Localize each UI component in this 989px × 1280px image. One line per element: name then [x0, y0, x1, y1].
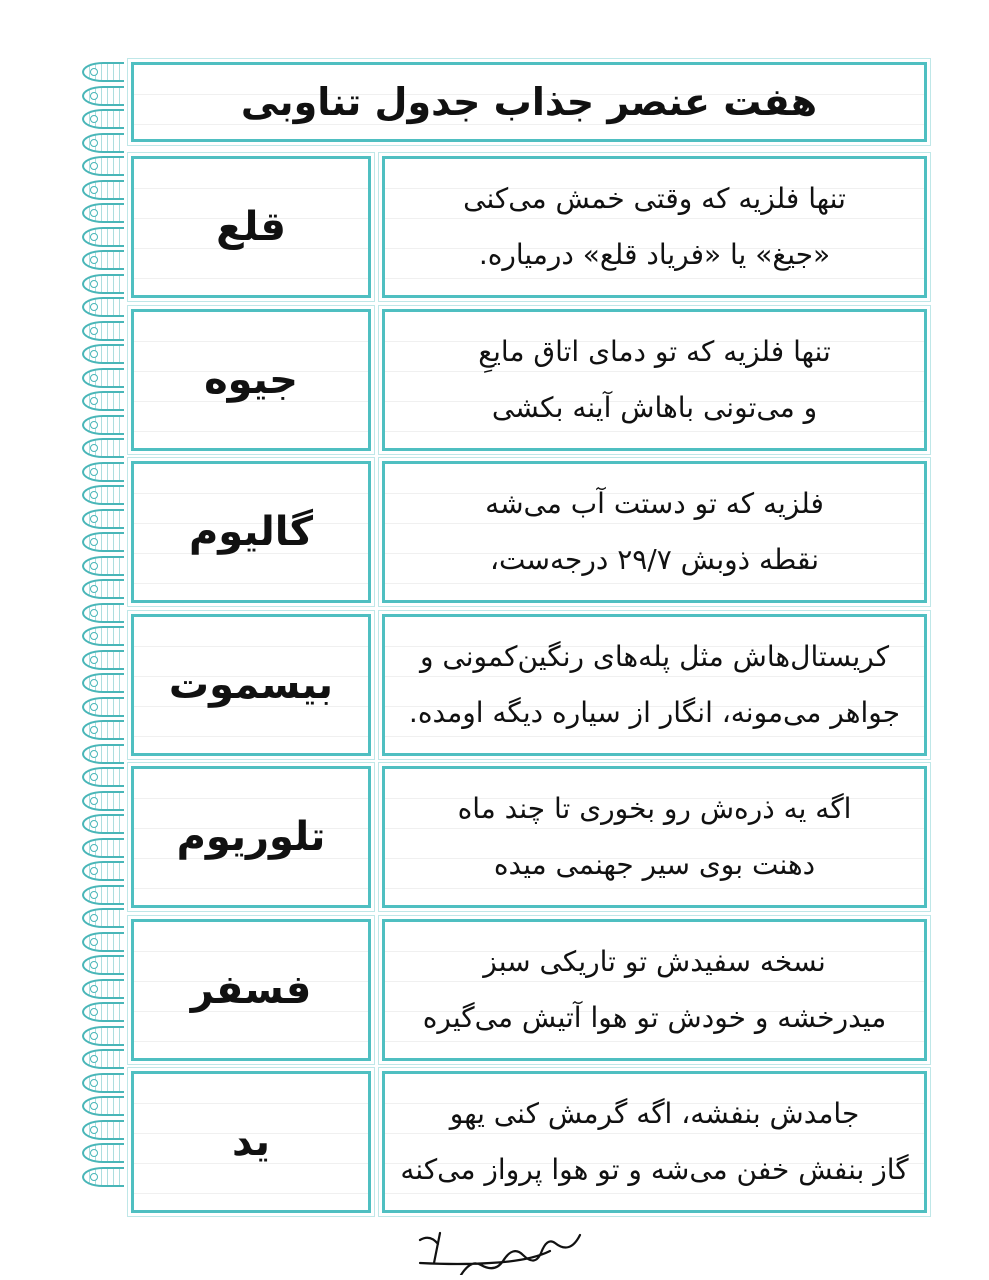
spiral-hole	[90, 303, 98, 311]
spiral-hole	[90, 1079, 98, 1087]
spiral-hole	[90, 374, 98, 382]
description-line: و می‌تونی باهاش آینه بکشی	[491, 390, 818, 424]
spiral-coil	[82, 250, 124, 270]
element-description-cell	[382, 1071, 927, 1213]
element-name-cell	[131, 919, 371, 1061]
spiral-hole	[90, 115, 98, 123]
element-name: گالیوم	[188, 509, 314, 555]
spiral-hole	[90, 797, 98, 805]
spiral-coil	[82, 1096, 124, 1116]
spiral-hole	[90, 209, 98, 217]
spiral-hole	[90, 656, 98, 664]
spiral-coil	[82, 509, 124, 529]
spiral-hole	[90, 703, 98, 711]
spiral-coil	[82, 415, 124, 435]
spiral-hole	[90, 233, 98, 241]
spiral-hole	[90, 139, 98, 147]
spiral-hole	[90, 92, 98, 100]
spiral-hole	[90, 891, 98, 899]
spiral-hole	[90, 444, 98, 452]
spiral-hole	[90, 538, 98, 546]
element-description-cell	[382, 919, 927, 1061]
spiral-coil	[82, 156, 124, 176]
description-line: «جیغ» یا «فریاد قلع» درمیاره.	[478, 238, 831, 271]
element-description-cell	[382, 461, 927, 603]
spiral-hole	[90, 585, 98, 593]
element-name: ید	[231, 1119, 271, 1165]
spiral-hole	[90, 515, 98, 523]
spiral-coil	[82, 1143, 124, 1163]
spiral-coil	[82, 344, 124, 364]
spiral-hole	[90, 280, 98, 288]
spiral-coil	[82, 180, 124, 200]
spiral-hole	[90, 914, 98, 922]
notebook-spiral-binding	[82, 62, 126, 1192]
spiral-coil	[82, 321, 124, 341]
spiral-coil	[82, 908, 124, 928]
element-description-cell	[382, 766, 927, 908]
spiral-hole	[90, 938, 98, 946]
page-title: هفت عنصر جذاب جدول تناوبی	[240, 80, 818, 124]
spiral-hole	[90, 491, 98, 499]
spiral-coil	[82, 791, 124, 811]
spiral-coil	[82, 932, 124, 952]
spiral-coil	[82, 1120, 124, 1140]
spiral-hole	[90, 820, 98, 828]
spiral-coil	[82, 532, 124, 552]
spiral-hole	[90, 1173, 98, 1181]
element-description-cell	[382, 309, 927, 451]
title-box	[131, 62, 927, 142]
spiral-coil	[82, 673, 124, 693]
spiral-hole	[90, 844, 98, 852]
spiral-hole	[90, 256, 98, 264]
spiral-hole	[90, 679, 98, 687]
spiral-coil	[82, 391, 124, 411]
spiral-coil	[82, 485, 124, 505]
spiral-coil	[82, 368, 124, 388]
signature-image	[400, 1225, 600, 1275]
spiral-hole	[90, 609, 98, 617]
spiral-coil	[82, 297, 124, 317]
spiral-coil	[82, 1002, 124, 1022]
spiral-coil	[82, 1026, 124, 1046]
spiral-hole	[90, 1149, 98, 1157]
description-line: تنها فلزیه که وقتی خمش می‌کنی	[463, 182, 846, 215]
spiral-coil	[82, 626, 124, 646]
description-line: نسخه سفیدش تو تاریکی سبز	[483, 944, 826, 978]
spiral-coil	[82, 133, 124, 153]
spiral-coil	[82, 579, 124, 599]
spiral-coil	[82, 603, 124, 623]
spiral-coil	[82, 1049, 124, 1069]
element-description-cell	[382, 156, 927, 298]
description-line: تنها فلزیه که تو دمای اتاق مایعِ	[478, 334, 831, 368]
element-name: بیسموت	[168, 661, 334, 708]
description-line: کریستال‌هاش مثل پله‌های رنگین‌کمونی و	[419, 639, 890, 673]
spiral-coil	[82, 438, 124, 458]
spiral-hole	[90, 726, 98, 734]
spiral-hole	[90, 397, 98, 405]
spiral-hole	[90, 421, 98, 429]
spiral-hole	[90, 632, 98, 640]
spiral-hole	[90, 327, 98, 335]
spiral-hole	[90, 1055, 98, 1063]
element-name: قلع	[216, 204, 286, 250]
description-line: میدرخشه و خودش تو هوا آتیش می‌گیره	[422, 1000, 887, 1034]
spiral-coil	[82, 650, 124, 670]
spiral-coil	[82, 109, 124, 129]
spiral-coil	[82, 86, 124, 106]
spiral-coil	[82, 462, 124, 482]
spiral-coil	[82, 814, 124, 834]
spiral-hole	[90, 1032, 98, 1040]
spiral-coil	[82, 979, 124, 999]
spiral-coil	[82, 1073, 124, 1093]
spiral-coil	[82, 203, 124, 223]
element-description-cell	[382, 614, 927, 756]
element-name-cell	[131, 461, 371, 603]
element-name-cell	[131, 156, 371, 298]
spiral-hole	[90, 961, 98, 969]
spiral-hole	[90, 468, 98, 476]
spiral-coil	[82, 274, 124, 294]
description-line: گاز بنفش خفن می‌شه و تو هوا پرواز می‌کنه	[400, 1153, 909, 1186]
spiral-hole	[90, 1102, 98, 1110]
element-name: فسفر	[190, 966, 312, 1013]
description-line: فلزیه که تو دستت آب می‌شه	[485, 487, 824, 520]
element-name-cell	[131, 614, 371, 756]
spiral-hole	[90, 867, 98, 875]
spiral-coil	[82, 720, 124, 740]
element-name-cell	[131, 309, 371, 451]
spiral-coil	[82, 744, 124, 764]
spiral-hole	[90, 1008, 98, 1016]
spiral-coil	[82, 556, 124, 576]
spiral-coil	[82, 861, 124, 881]
spiral-hole	[90, 562, 98, 570]
description-line: نقطه ذوبش ۲۹/۷ درجه‌ست،	[490, 543, 819, 576]
spiral-coil	[82, 62, 124, 82]
spiral-coil	[82, 1167, 124, 1187]
spiral-hole	[90, 186, 98, 194]
description-line: جواهر می‌مونه، انگار از سیاره دیگه اومده.	[408, 695, 901, 729]
spiral-hole	[90, 750, 98, 758]
spiral-hole	[90, 68, 98, 76]
spiral-coil	[82, 955, 124, 975]
spiral-coil	[82, 767, 124, 787]
element-name: جیوه	[204, 356, 298, 403]
element-name-cell	[131, 766, 371, 908]
element-name: تلوریوم	[176, 814, 326, 860]
spiral-coil	[82, 227, 124, 247]
description-line: جامدش بنفشه، اگه گرمش کنی یهو	[449, 1097, 860, 1130]
description-line: دهنت بوی سیر جهنمی میده	[493, 848, 816, 881]
element-name-cell	[131, 1071, 371, 1213]
spiral-hole	[90, 1126, 98, 1134]
spiral-coil	[82, 885, 124, 905]
spiral-hole	[90, 162, 98, 170]
spiral-hole	[90, 985, 98, 993]
description-line: اگه یه ذره‌ش رو بخوری تا چند ماه	[457, 792, 852, 825]
spiral-coil	[82, 838, 124, 858]
spiral-coil	[82, 697, 124, 717]
spiral-hole	[90, 773, 98, 781]
spiral-hole	[90, 350, 98, 358]
